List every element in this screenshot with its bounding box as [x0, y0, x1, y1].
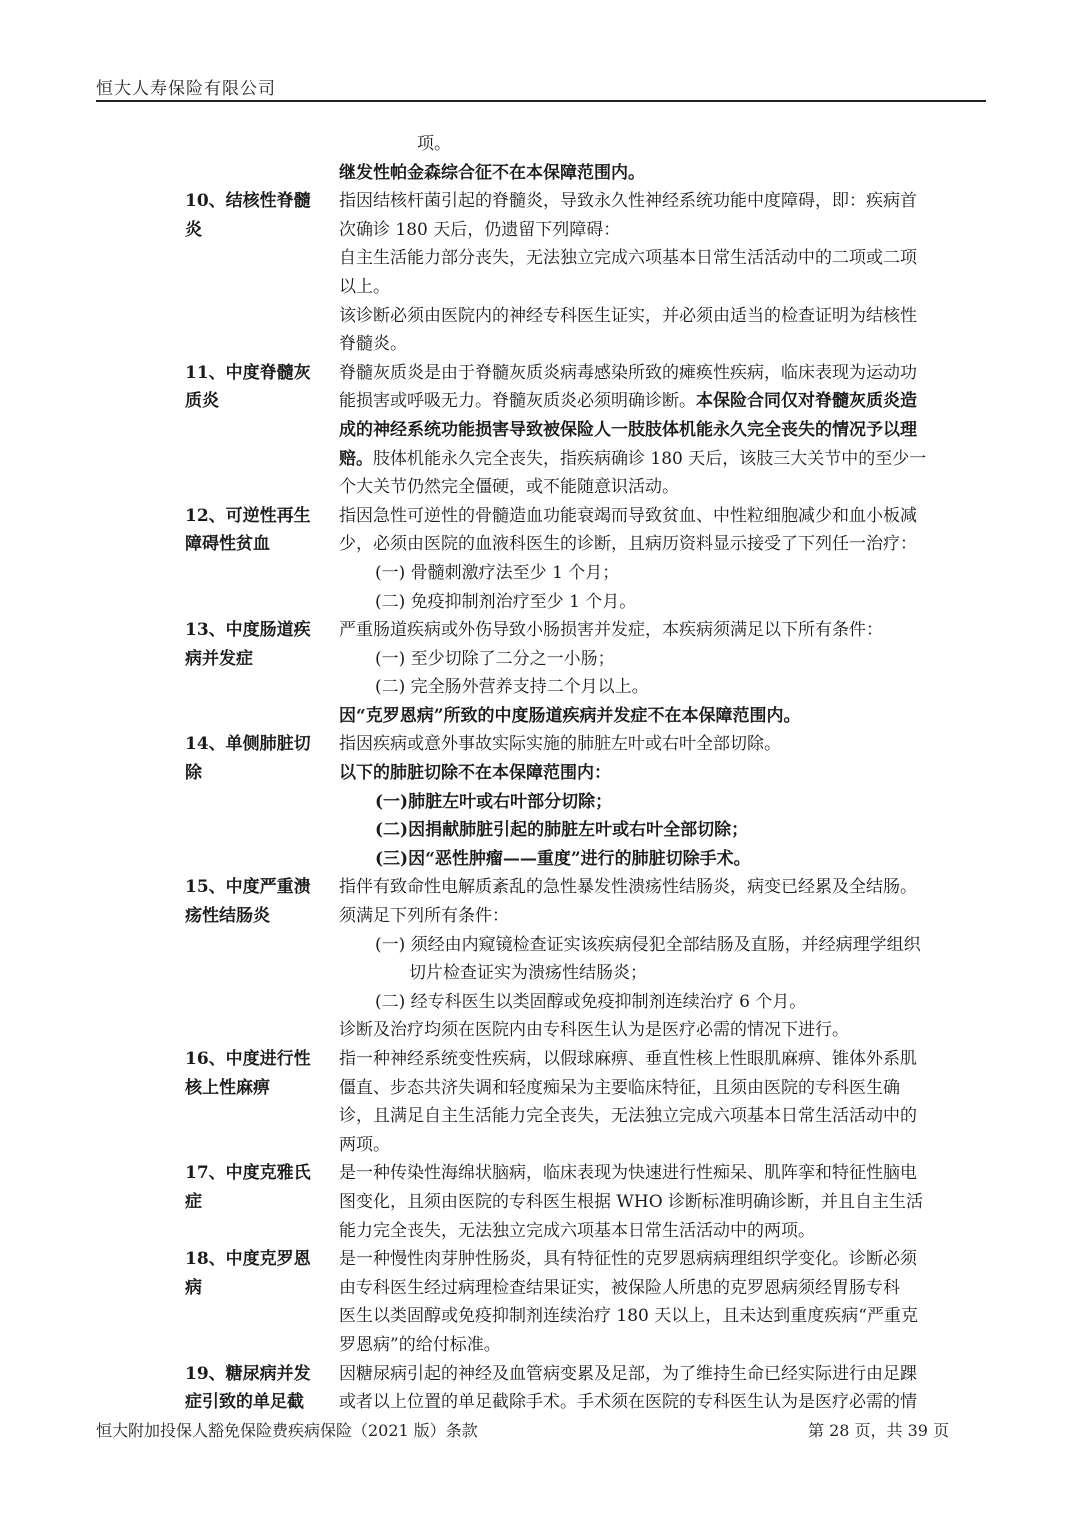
disease-term-line: 19、糖尿病并发	[185, 1363, 311, 1384]
definition-text: 能损害或呼吸无力。脊髓灰质炎必须明确诊断。	[339, 391, 696, 412]
disease-definition	[339, 187, 990, 359]
disease-item	[185, 359, 990, 502]
definition-text: 因糖尿病引起的神经及血管病变累及足部，为了维持生命已经实际进行由足踝	[339, 1363, 917, 1384]
definition-line	[339, 1074, 990, 1103]
definition-text-tail: 肢体机能永久完全丧失，指疾病确诊 180 天后，该肢三大关节中的至少一	[373, 448, 927, 469]
definition-line	[339, 1331, 990, 1360]
definition-text: 是一种慢性肉芽肿性肠炎，具有特征性的克罗恩病病理组织学变化。诊断必须	[339, 1249, 917, 1270]
definition-text: (二) 完全肠外营养支持二个月以上。	[375, 677, 649, 698]
disease-list	[185, 187, 990, 1417]
definition-text: 须满足下列所有条件：	[339, 906, 509, 927]
disease-term	[185, 1245, 339, 1359]
definition-line	[339, 1245, 990, 1274]
definition-text: 诊，且满足自主生活能力完全丧失，无法独立完成六项基本日常生活活动中的	[339, 1106, 917, 1127]
definition-line	[339, 1188, 990, 1217]
definition-text: 指因疾病或意外事故实际实施的肺脏左叶或右叶全部切除。	[339, 734, 781, 755]
definition-text: 因“克罗恩病”所致的中度肠道疾病并发症不在本保障范围内。	[339, 705, 801, 726]
definition-text: 以上。	[339, 276, 390, 297]
disease-term-line: 18、中度克罗恩	[185, 1249, 311, 1270]
definition-line	[339, 1045, 990, 1074]
disease-definition	[339, 1360, 990, 1417]
definition-text: 或者以上位置的单足截除手术。手术须在医院的专科医生认为是医疗必需的情	[339, 1392, 917, 1413]
definition-text: 自主生活能力部分丧失，无法独立完成六项基本日常生活活动中的二项或二项	[339, 248, 917, 269]
definition-text: 切片检查证实为溃疡性结肠炎；	[409, 963, 647, 984]
disease-definition	[339, 1159, 990, 1245]
exclusion-note: 继发性帕金森综合征不在本保障范围内。	[339, 162, 645, 183]
disease-item	[185, 1360, 990, 1417]
definition-line	[339, 845, 990, 874]
disease-definition	[339, 502, 990, 616]
disease-term-line: 质炎	[185, 391, 219, 412]
definition-line	[339, 445, 990, 474]
definition-text: 指伴有致命性电解质紊乱的急性暴发性溃疡性结肠炎，病变已经累及全结肠。	[339, 877, 917, 898]
definition-line	[339, 1274, 990, 1303]
disease-definition	[339, 873, 990, 1045]
definition-line	[339, 673, 990, 702]
disease-term-line: 16、中度进行性	[185, 1049, 311, 1069]
definition-line	[339, 902, 990, 931]
disease-item	[185, 1245, 990, 1359]
disease-definition	[339, 730, 990, 873]
definition-text: 次确诊 180 天后，仍遗留下列障碍：	[339, 219, 621, 240]
disease-term-line: 除	[185, 763, 202, 784]
definition-line	[339, 359, 990, 388]
disease-term-line: 核上性麻痹	[185, 1077, 270, 1098]
definition-text: 指因急性可逆性的骨髓造血功能衰竭而导致贫血、中性粒细胞减少和血小板减	[339, 505, 917, 526]
footer-title: 恒大附加投保人豁免保险费疾病保险（2021 版）条款	[96, 1421, 478, 1440]
definition-text: (一)肺脏左叶或右叶部分切除；	[375, 791, 613, 812]
disease-item	[185, 502, 990, 616]
disease-term-line: 15、中度严重溃	[185, 877, 311, 898]
definition-text: 指因结核杆菌引起的脊髓炎，导致永久性神经系统功能中度障碍，即：疾病首	[339, 191, 917, 212]
disease-term-line: 17、中度克雅氏	[185, 1163, 311, 1184]
disease-term	[185, 187, 339, 359]
document-body	[185, 130, 990, 1417]
definition-text: 该诊断必须由医院内的神经专科医生证实，并必须由适当的检查证明为结核性	[339, 305, 917, 326]
page-number: 第 28 页，共 39 页	[808, 1421, 950, 1440]
definition-line	[339, 1217, 990, 1246]
definition-bold-text: 成的神经系统功能损害导致被保险人一肢肢体机能永久完全丧失的情况予以理	[339, 419, 917, 440]
disease-term	[185, 616, 339, 730]
definition-line	[339, 645, 990, 674]
disease-term-line: 炎	[185, 219, 202, 240]
definition-text: (一) 须经由内窥镜检查证实该疾病侵犯全部结肠及直肠，并经病理学组织	[375, 934, 921, 955]
disease-term-line: 13、中度肠道疾	[185, 620, 311, 641]
definition-bold-text: 赔。	[339, 448, 373, 469]
definition-line	[339, 730, 990, 759]
definition-text: 诊断及治疗均须在医院内由专科医生认为是医疗必需的情况下进行。	[339, 1020, 849, 1041]
definition-line	[339, 244, 990, 273]
definition-line	[339, 559, 990, 588]
definition-line	[339, 616, 990, 645]
definition-text: 是一种传染性海绵状脑病，临床表现为快速进行性痴呆、肌阵挛和特征性脑电	[339, 1163, 917, 1184]
continued-text: 项。	[417, 134, 451, 154]
definition-text: (一) 至少切除了二分之一小肠；	[375, 648, 615, 669]
disease-term	[185, 1159, 339, 1245]
disease-term-line: 症	[185, 1191, 202, 1212]
definition-text: 罗恩病”的给付标准。	[339, 1334, 501, 1355]
disease-term-line: 12、可逆性再生	[185, 505, 311, 526]
page-header: 恒大人寿保险有限公司	[96, 79, 276, 99]
disease-item	[185, 187, 990, 359]
definition-text: (一) 骨髓刺激疗法至少 1 个月；	[375, 562, 620, 583]
definition-line	[339, 1360, 990, 1389]
definition-text: 图变化，且须由医院的专科医生根据 WHO 诊断标准明确诊断，并且自主生活	[339, 1191, 924, 1212]
definition-text: 脊髓炎。	[339, 334, 407, 355]
disease-term	[185, 1360, 339, 1417]
definition-line	[339, 530, 990, 559]
disease-term-line: 14、单侧肺脏切	[185, 734, 311, 755]
definition-line	[339, 588, 990, 617]
disease-term-line: 病并发症	[185, 648, 253, 669]
disease-term	[185, 502, 339, 616]
definition-line	[339, 1388, 990, 1417]
disease-term-line: 障碍性贫血	[185, 534, 270, 555]
definition-line	[339, 816, 990, 845]
definition-text: 由专科医生经过病理检查结果证实，被保险人所患的克罗恩病须经胃肠专科	[339, 1277, 900, 1298]
disease-item	[185, 616, 990, 730]
definition-text: 以下的肺脏切除不在本保障范围内：	[339, 763, 611, 784]
disease-definition	[339, 616, 990, 730]
definition-line	[339, 416, 990, 445]
disease-term	[185, 1045, 339, 1159]
definition-line	[339, 931, 990, 960]
definition-line	[339, 473, 990, 502]
definition-line	[339, 788, 990, 817]
disease-item	[185, 1045, 990, 1159]
definition-text: 两项。	[339, 1134, 390, 1155]
disease-definition	[339, 359, 990, 502]
disease-definition	[339, 1045, 990, 1159]
definition-line	[339, 1302, 990, 1331]
disease-term	[185, 359, 339, 502]
disease-term	[185, 873, 339, 1045]
header-divider	[96, 100, 986, 102]
disease-term	[185, 730, 339, 873]
definition-line	[339, 273, 990, 302]
definition-text: (二) 免疫抑制剂治疗至少 1 个月。	[375, 591, 637, 612]
definition-text: (二)因捐献肺脏引起的肺脏左叶或右叶全部切除；	[375, 820, 749, 841]
disease-item	[185, 873, 990, 1045]
disease-item	[185, 1159, 990, 1245]
definition-line	[339, 1159, 990, 1188]
disease-term-line: 病	[185, 1277, 202, 1298]
definition-text: 指一种神经系统变性疾病，以假球麻痹、垂直性核上性眼肌麻痹、锥体外系肌	[339, 1049, 917, 1069]
definition-line	[339, 702, 990, 731]
disease-term-line: 症引致的单足截	[185, 1392, 304, 1413]
definition-line	[339, 873, 990, 902]
definition-text: 脊髓灰质炎是由于脊髓灰质炎病毒感染所致的瘫痪性疾病，临床表现为运动功	[339, 362, 917, 383]
definition-line	[339, 387, 990, 416]
disease-definition	[339, 1245, 990, 1359]
definition-text: 个大关节仍然完全僵硬，或不能随意识活动。	[339, 477, 679, 498]
definition-text: (二) 经专科医生以类固醇或免疫抑制剂连续治疗 6 个月。	[375, 991, 807, 1012]
definition-text: (三)因“恶性肿瘤——重度”进行的肺脏切除手术。	[375, 848, 751, 869]
definition-line	[339, 502, 990, 531]
disease-term-line: 疡性结肠炎	[185, 906, 270, 927]
definition-text: 少，必须由医院的血液科医生的诊断，且病历资料显示接受了下列任一治疗：	[339, 534, 917, 555]
definition-bold-text: 本保险合同仅对脊髓灰质炎造	[696, 391, 917, 412]
definition-line	[339, 1131, 990, 1160]
disease-term-line: 11、中度脊髓灰	[185, 362, 311, 383]
definition-text: 僵直、步态共济失调和轻度痴呆为主要临床特征，且须由医院的专科医生确	[339, 1077, 900, 1098]
definition-line	[339, 959, 990, 988]
definition-line	[339, 1016, 990, 1045]
definition-text: 医生以类固醇或免疫抑制剂连续治疗 180 天以上，且未达到重度疾病“严重克	[339, 1306, 918, 1327]
definition-line	[339, 988, 990, 1017]
definition-text: 严重肠道疾病或外伤导致小肠损害并发症，本疾病须满足以下所有条件：	[339, 620, 883, 641]
definition-line	[339, 1102, 990, 1131]
definition-text: 能力完全丧失，无法独立完成六项基本日常生活活动中的两项。	[339, 1220, 815, 1241]
disease-item	[185, 730, 990, 873]
definition-line	[339, 330, 990, 359]
definition-line	[339, 187, 990, 216]
definition-line	[339, 759, 990, 788]
definition-line	[339, 302, 990, 331]
disease-term-line: 10、结核性脊髓	[185, 191, 311, 212]
definition-line	[339, 216, 990, 245]
